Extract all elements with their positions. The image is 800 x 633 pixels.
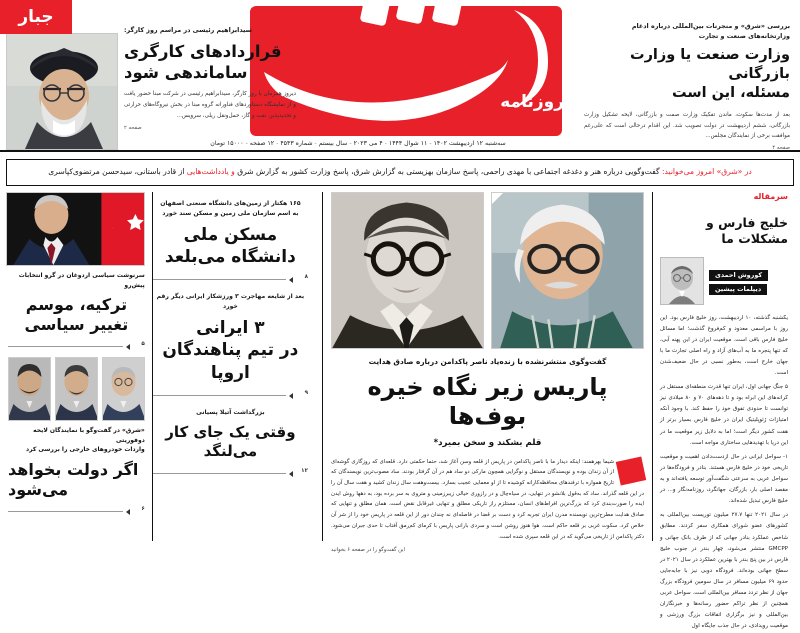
editorial-paragraph-3: ۱- سواحل ایرانی در حال ازدست‌دادن اهمیت و موقعیت تاریخی خود در خلیج فارس هستند. بنادر و فرودگاه‌ها در سواحل عربی به سرعتی شگفت‌آور توسعه یافته‌اند و به مقصد اصلی بار، بازرگان، جهانگرد، روزنامه‌نگار و... در خلیج فارس تبدیل شده‌اند. [660,453,788,505]
editorial-headline[interactable]: خلیج فارس و مشکلات ما [705,215,788,247]
raisi-portrait-photo [6,33,118,150]
masthead-lead-story-left[interactable] [124,26,296,131]
page-marker-triangle-icon [126,344,130,350]
block-refugee-kicker: بعد از شایعه مهاجرت ۳ ورزشکار ایرانی دیگر رقم خورد [156,293,305,311]
block-refugee-page[interactable]: ۹ [304,389,308,396]
block-isfahan-land[interactable] [153,192,308,285]
block-car-imports-kicker-line2: واردات خودروهای خارجی را بررسی کرد [26,446,145,454]
lead-left-page-ref[interactable]: صفحه ۲ [124,124,142,131]
page-marker-triangle-icon [289,277,293,283]
block-refugee-rule [153,390,308,401]
editorial-paragraph-1: یکشنبه گذشته، ۱۰ اردیبهشت، روز خلیج فارس بود. این روز با مراسمی معدود و کم‌فروغ گذشت؛ اما مسائل خلیج فارس باقی است. موقعیت ایران در این پهنه آبی، که تنها پنجره ما به آب‌های آزاد و راه اصلی تجارت ما با جهان خارج است، به‌طور نسبی در حال ضعیف‌شدن است. [660,314,788,377]
brief-right-kicker-line2: وزارتخانه‌های صنعت و تجارت [698,31,790,40]
page-marker-triangle-icon [289,471,293,477]
hedayat-photo-svg [332,193,483,348]
red-diamond-decoration [616,456,646,485]
block-isfahan-headline-line2: دانشگاه می‌بلعد [164,247,296,268]
block-pasyani-kicker: بزرگداشت آتیلا پسیانی [196,408,265,416]
brief-right-kicker [584,22,790,41]
lead-left-headline-line1: قراردادهای کارگری [124,41,282,61]
editorial-column [652,192,794,630]
mp-portrait-1-svg [103,358,144,420]
block-turkey-rule [8,341,145,352]
pakdaman-photo [491,192,644,349]
center-feature-column [322,192,652,554]
block-refugee-headline-line1: ۳ ایرانی [196,318,265,339]
editorial-paragraph-2: ۵ جنگ جهانی اول، ایران تنها قدرت منطقه‌ای مستقل در کرانه‌های این ابراه بود و تا دهه‌های ۷۰ و ۸۰ میلادی نیز توانست تا حدودی تفوق خود را حفظ کند. با وجود آنکه امتیازات ژئوپلیتیک ایران در خلیج فارس بسیار برتر از هفت کشور دیگر است؛ اما به دلایل زیر موقعیت ما در این دریا با تهدید‌هایی ساختاری مواجه است. [660,384,788,446]
lead-left-headline-line2: ساماندهی شود [124,62,248,82]
block-car-imports-page[interactable]: ۶ [141,505,145,512]
block-turkey-headline[interactable]: ترکیه، موسم تغییر سیاسی [24,295,129,335]
mp-portrait-3 [8,357,51,421]
page-marker-triangle-icon [289,393,293,399]
editorial-author-row [660,257,788,305]
block-pasyani-rule [153,468,308,479]
banner-body-b: و یادداشت‌هایی [186,167,235,177]
raisi-portrait-svg [7,34,117,149]
editorial-author-names [709,257,768,295]
block-car-imports-kicker [8,426,145,455]
editorial-paragraph-4: در سال ۲۰۲۱ تنها ۲۷.۷ میلیون توریست بین‌المللی به کشورهای عضو شورای همکاری سفر کردند. مطابق شاخص عملکرد بنادر جهانی که از طرف بانک جهانی و GMCPP منتشر می‌شود، چهار بندر در جنوب خلیج فارس در بین پنج بندر با بهترین عملکرد در سال ۲۰۲۱ در سطح جهانی بوده‌اند. فرودگاه دوبی نیز با جابه‌جایی حدود ۶۹ میلیون مسافر در سال سومین فرودگاه بزرگ جهان از نظر تردد مسافر بین‌المللی است. سواحل عربی همچنین از نظر تراکم حضور رسانه‌ها و خبرنگاران بین‌المللی و نیز برگزاری اتفاقات بزرگ ورزشی و موقعیت رویدادی، در حال جذب جایگاه اول [660,512,788,630]
brief-right-page-ref[interactable]: صفحه ۴ [772,145,790,152]
block-pasyani-tribute[interactable] [153,401,308,479]
dateline-weekday-date: سه‌شنبه ۱۲ اردیبهشت ۱۴۰۲ [433,140,506,147]
block-car-imports-rule [8,506,145,517]
center-subtitle: قلم بشکند و سخن بمیرد* [433,437,542,448]
left-inner-column [152,192,315,541]
mp-portrait-1 [102,357,145,421]
lead-left-body: دیروز همزمان با روز کارگر، سیدابراهیم رئیسی در شرکت مبنا حضور یافت و از نمایشگاه دستاوردهای فناورانه گروه مبنا در بخش نیروگاه‌های حرارتی و تجدیدپذیر، نفت و گاز، حمل‌ونقل ریلی، سرویس... [124,90,296,119]
block-pasyani-headline-line2: می‌لنگد [203,442,258,461]
editorial-body [660,313,788,633]
block-refugee-team[interactable] [153,285,308,400]
brief-right-headline-line1: وزارت صنعت یا وزارت بازرگانی [630,47,790,83]
left-outer-column [8,192,152,541]
editorial-label: سرمقاله [753,192,788,201]
dateline-issue: شماره ۴۵۴۳ [280,140,313,147]
banner-text [48,167,752,177]
dateline-year: سال بیستم [318,140,348,147]
dateline-hijri: ۱۱ شوال ۱۴۴۴ [388,140,428,147]
block-turkey-page[interactable]: ۵ [141,341,145,348]
dateline-gregorian: ۴ می ۲۰۲۳ [353,140,383,147]
banner-body-a: گفت‌وگویی درباره هنر و دغدغه اجتماعی با مهدی راحمی، پاسخ سازمان بهزیستی به گزارش شرق، پاسخ وزارت کشور به گزارش شرق [237,167,660,177]
block-isfahan-page[interactable]: ۸ [304,274,308,281]
mp-portrait-3-svg [9,358,50,420]
block-isfahan-headline-line1: مسکن ملی [183,225,278,246]
block-turkey-elections[interactable] [8,271,145,352]
hedayat-photo [331,192,484,349]
block-pasyani-page[interactable]: ۱۲ [301,467,308,474]
erdogan-photo [6,192,145,266]
block-car-imports-headline[interactable]: اگر دولت بخواهد می‌شود [8,459,139,499]
center-body-text: شیما بهرهمند: اینکه دیدار ما با ناصر پاکدامن در پاریس از قلعه وسن آغاز شد، حتما حکمتی دارد. قلعه‌ای که روزگاری گوشه‌ای از آن زندان بوده و نویسندگان مستقل و نوگرایی همچون مارکی دو ساد هم در آن گرفتار بودند. ساد مصوب‌ترین نویسندگان که تاریخ همواره با ترفندهای محافظه‌کارانه کوشیده تا از او معمایی عجیب بسازد. بیست‌وهفت سال زندان کشید و هفت سال آن را در این قلعه گذراند. ساد که به‌قول بلانشو در تنهایی، در سیاه‌چال و در رازوری خیالی زیبرزمینی و متروی به سر برده بود، به دهها روش ایدن ایده را صورت‌بندی کرد که بزرگ‌ترین افراط‌های انسان، مستلزم راز تاریکی مطلق و تنهایی غیرقابل نقض است. همان مطلق و تنهایی که صادق هدایت مطرح‌ترین نویسنده مدرن ایران تجربه کرد و دست بر قضا در فاصله‌ای نه چندان دور از این قلعه در پاریس خود را از شر آن خلاص کرد. سکوت غربی بر قلعه حاکم است. هوا هنوز روشن است و سردی بارانی پاریس با کرمای کم‌رمق آفتاب تا حدی جبران می‌شود. دکتر پاکدامن از تاریخی می‌گوید که در این قلعه سپری شده است. [331,458,644,540]
pakdaman-photo-svg [492,193,643,348]
dateline-pages: ۱۲ صفحه [249,140,275,147]
block-pasyani-headline-line1: وقتی یک جای کار [165,422,296,441]
lead-left-kicker: سیدابراهیم رئیسی در مراسم روز کارگر: [124,26,252,34]
block-isfahan-headline[interactable] [153,224,308,268]
mp-portrait-2-svg [56,358,97,420]
mp-portrait-2 [55,357,98,421]
block-pasyani-headline[interactable] [153,423,308,462]
block-refugee-headline-line2: در تیم پناهندگان اروپا [162,340,299,383]
editorial-author-role: دیپلمات پیشین [709,284,767,295]
today-in-sharq-banner[interactable] [6,159,794,186]
page-marker-triangle-icon [126,509,130,515]
page-body [0,192,800,630]
brief-right-body: بعد از مدت‌ها سکوت، ماندن تفکیک وزارت صمت و بازرگانی، لایحه تشکیل وزارت بازرگانی، ششم اردیبهشت در دولت تصویب شد. این اقدام درحالی است که علی‌رغم موافقت برخی از نمایندگان مجلس... [584,111,790,140]
masthead-brief-right[interactable] [584,22,790,151]
left-area [6,192,322,541]
editorial-author-photo [660,257,704,305]
author-portrait-svg [661,258,703,304]
dateline: سه‌شنبه ۱۲ اردیبهشت ۱۴۰۲-۱۱ شوال ۱۴۴۴-۴ می ۲۰۲۳-سال بیستم-شماره ۴۵۴۳-۱۲ صفحه-۱۵۰۰۰ تومان [210,140,506,147]
center-body [331,457,644,543]
block-isfahan-rule [153,274,308,285]
brief-right-headline-line2: مسئله، این است [671,85,790,102]
block-isfahan-kicker-line2: به اسم سازمان ملی زمین و مسکن سند خورد [162,210,299,218]
center-kicker: گفت‌وگوی منتشرنشده با زنده‌یاد ناصر پاکدامن درباره صادق هدایت [368,357,607,366]
lead-left-headline[interactable] [124,41,296,83]
brief-right-kicker-line1: بررسی «شرق» و منجر‌نات بین‌المللی درباره ادغام [631,22,790,30]
brief-right-headline[interactable] [584,46,790,103]
block-isfahan-kicker [153,199,308,219]
editorial-author-name: کوروش احمدی [709,270,768,281]
masthead [0,0,800,152]
block-car-imports-kicker-line1: «شرق» در گفت‌وگو با نمایندگان لایحه دوفوریتی [33,427,145,444]
banner-prefix: در «شرق» امروز می‌خوانید: [661,167,752,177]
block-isfahan-kicker-line1: ۱۶۵ هکتار از زمین‌های دانشگاه صنعتی اصفهان [160,200,301,207]
corner-logo-badge: جبار [0,0,72,34]
block-car-imports[interactable] [8,426,145,517]
block-turkey-kicker: سرنوشت سیاسی اردوغان در گرو انتخابات پیش‌رو [18,272,145,289]
mp-portraits-row [8,357,145,421]
center-photo-pair [331,192,644,349]
block-refugee-headline[interactable] [153,317,308,383]
erdogan-photo-svg [7,193,144,265]
paper-subtitle: روزنامه [500,92,564,112]
center-page-ref[interactable]: این گفت‌وگو را در صفحه ۶ بخوانید [331,547,405,554]
banner-body-c: از قادر باستانی، سیدحسن مرتضوی‌کپاسری [48,167,185,177]
dateline-price: ۱۵۰۰۰ تومان [210,140,244,147]
center-headline[interactable]: پاریس زیر نگاه خیره بوف‌ها [367,373,608,430]
